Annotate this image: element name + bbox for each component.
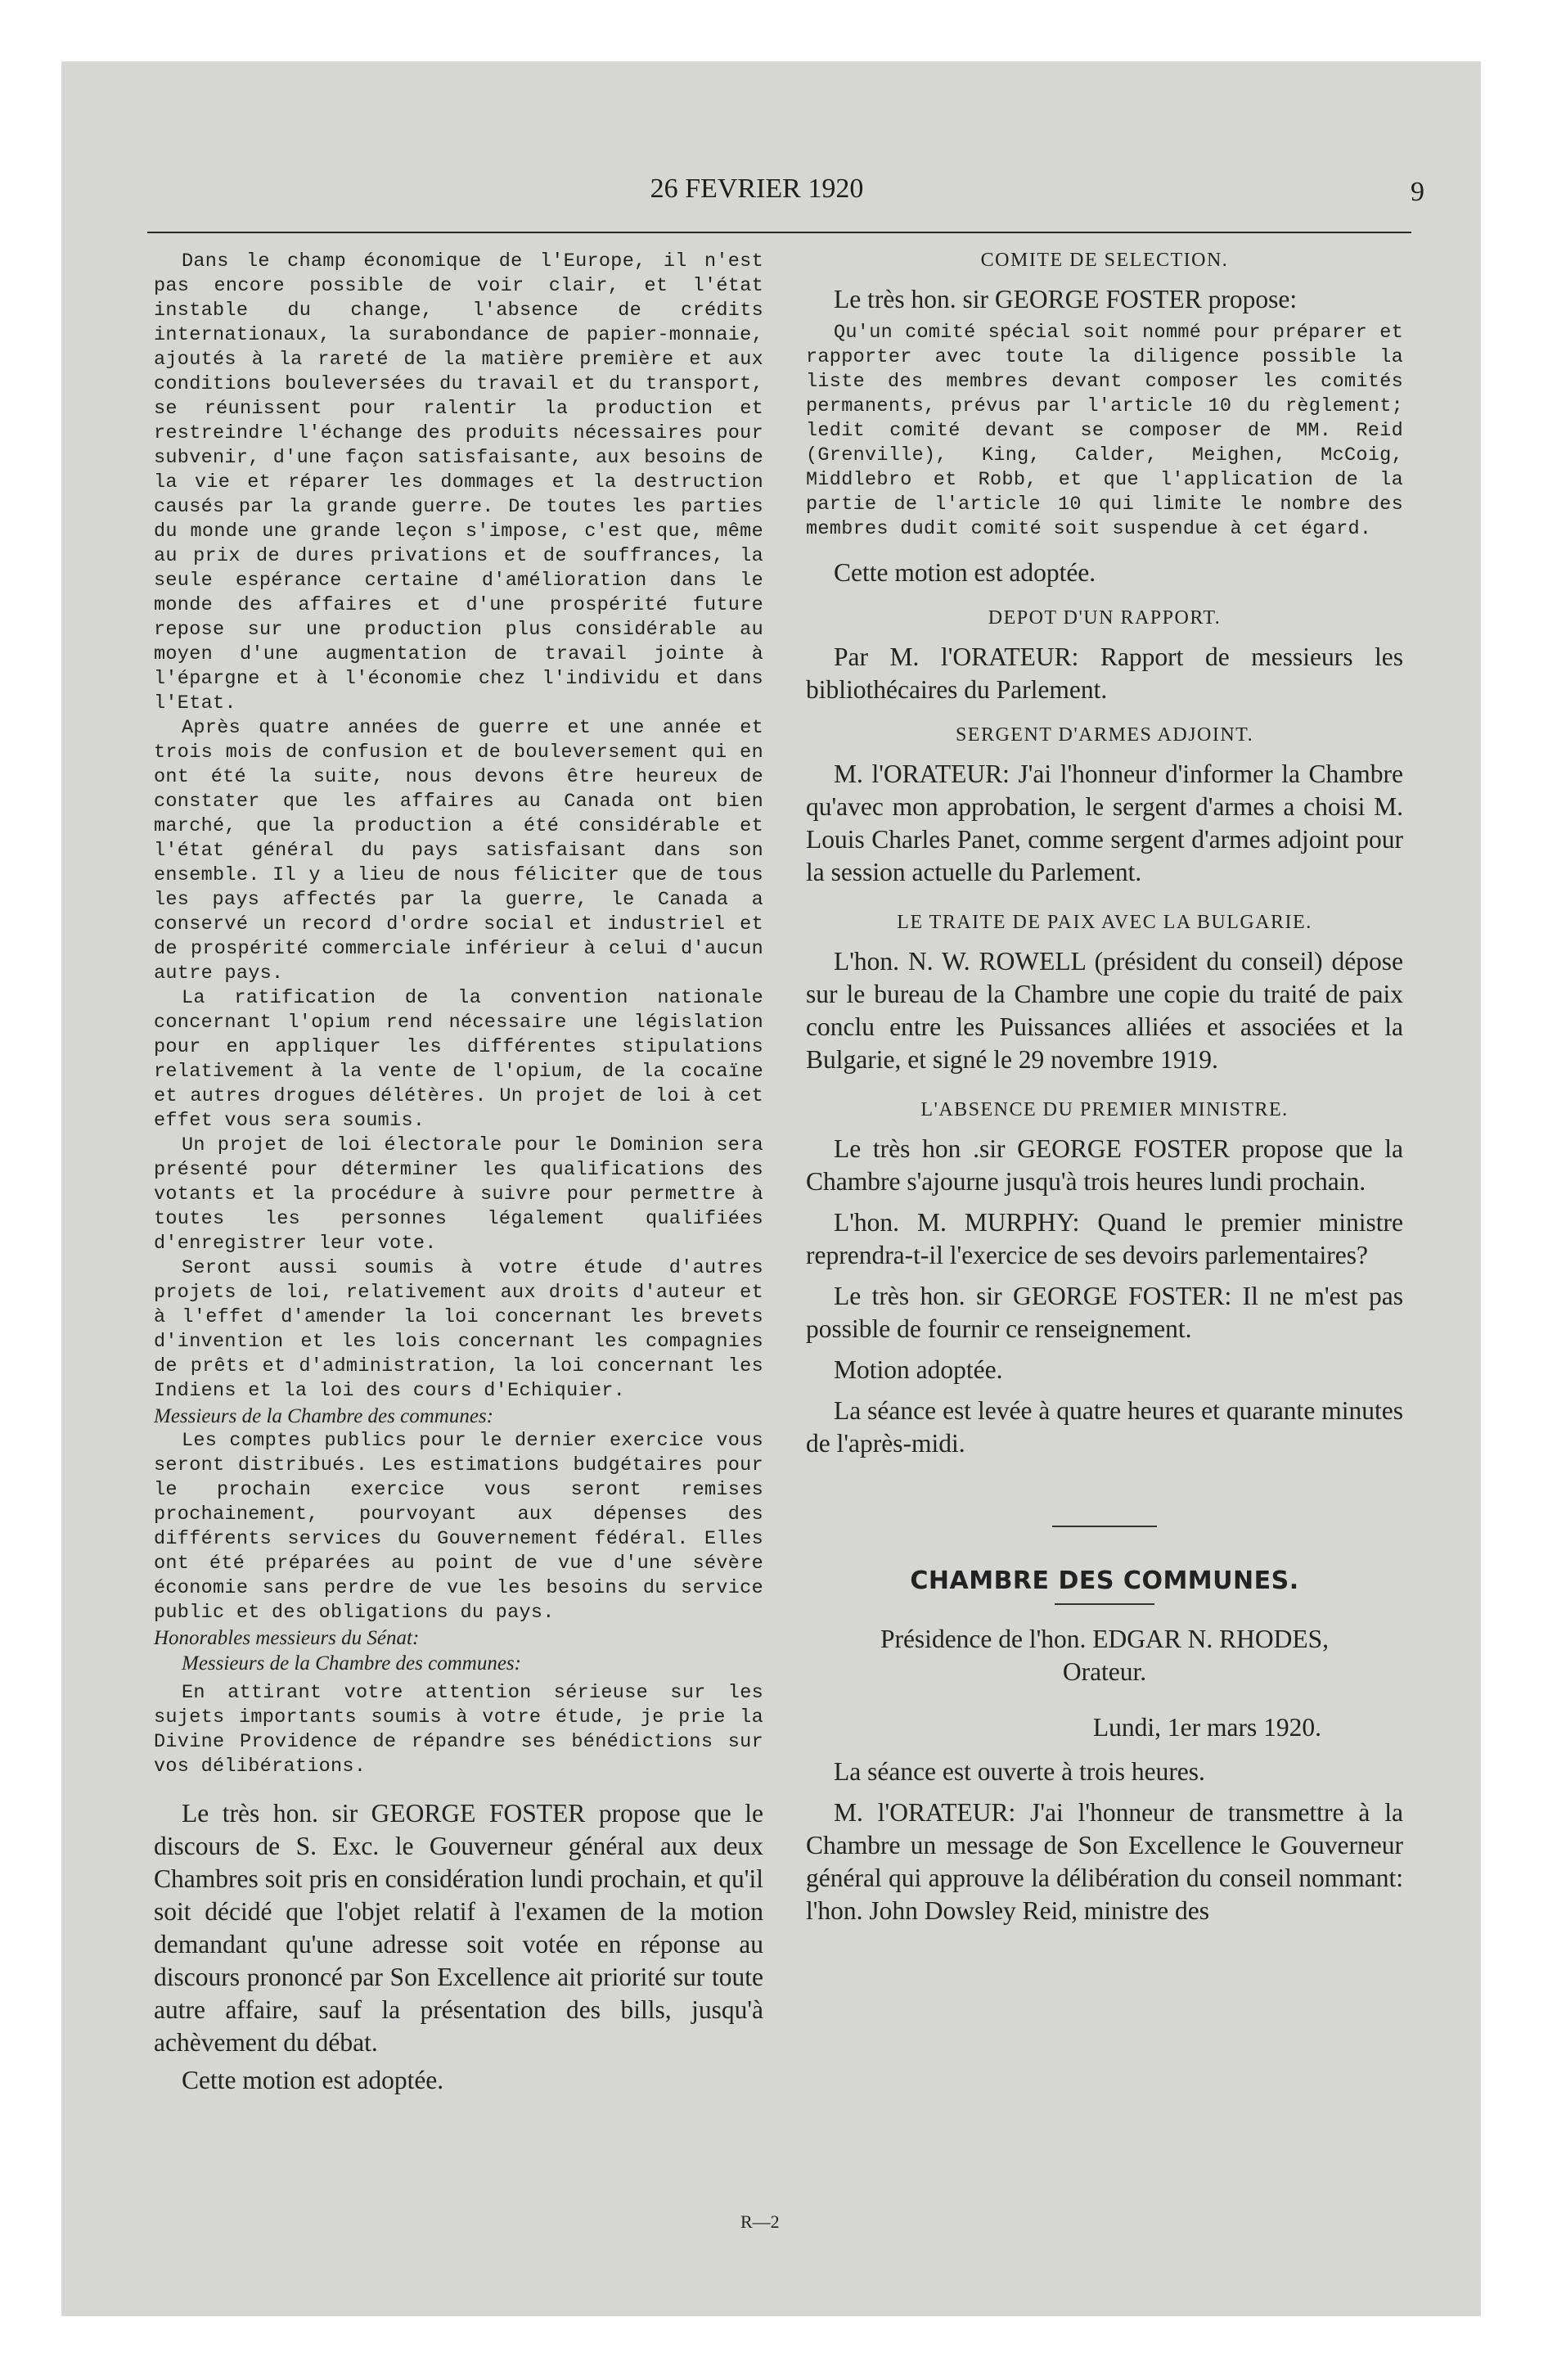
section-title-rule xyxy=(1055,1603,1154,1605)
paragraph-foster-proposes: Le très hon. sir GEORGE FOSTER propose: xyxy=(834,285,1298,313)
paragraph-sergeant: M. l'ORATEUR: J'ai l'honneur d'informer la Chambre qu'avec mon approbation, le sergent d'armes a choisi M. Louis Charles Panet, comme sergent d'armes adjoint pour la session actuelle du Parlement. xyxy=(806,760,1403,886)
header-date: 26 FEVRIER 1920 xyxy=(650,174,864,204)
paragraph-motion-adopted: Cette motion est adoptée. xyxy=(182,2066,444,2094)
salutation-commons-2: Messieurs de la Chambre des communes: xyxy=(182,1652,521,1675)
orateur-line: Orateur. xyxy=(1062,1657,1147,1686)
paragraph-providence: En attirant votre attention sérieuse sur les sujets importants soumis à votre étude, je prie la Divine Providence de répandre ses bénédictions sur vos délibérations. xyxy=(154,1682,763,1778)
heading-report: DEPOT D'UN RAPPORT. xyxy=(988,607,1222,629)
paragraph-sitting-adjourned: La séance est levée à quatre heures et quarante minutes de l'après-midi. xyxy=(806,1396,1403,1458)
left-column xyxy=(154,250,763,2097)
page-header xyxy=(86,174,1428,206)
page-number: 9 xyxy=(1411,177,1424,207)
heading-selection-committee: COMITE DE SELECTION. xyxy=(980,250,1229,271)
header-rule xyxy=(147,232,1411,233)
paragraph-electoral-law: Un projet de loi électorale pour le Dominion sera présenté pour déterminer les qualifications des votants et la procédure à suivre pour permettre à toutes les personnes légalement qualifiées d'enregistrer leur vote. xyxy=(154,1134,763,1255)
salutation-commons: Messieurs de la Chambre des communes: xyxy=(154,1405,493,1427)
paragraph-murphy: L'hon. M. MURPHY: Quand le premier ministre reprendra-t-il l'exercice de ses devoirs parlementaires? xyxy=(806,1208,1403,1269)
paragraph-rowell: L'hon. N. W. ROWELL (président du conseil) dépose sur le bureau de la Chambre une copie du traité de paix conclu entre les Puissances alliées et associées et la Bulgarie, et signé le 29 novembre 1919. xyxy=(806,947,1403,1074)
heading-pm-absence: L'ABSENCE DU PREMIER MINISTRE. xyxy=(920,1099,1289,1120)
paragraph-canada-prosperity: Après quatre années de guerre et une année et trois mois de confusion et de bouleversement qui en ont été la suite, nous devons être heureux de constater que les affaires au Canada ont bien marché, que la production a été considérable et l'état général du pays satisfaisant dans son ensemble. Il y a lieu de nous féliciter que de tous les pays affectés par la guerre, le Canada a conservé un record d'ordre social et industriel et de prospérité commerciale inférieur à celui d'aucun autre pays. xyxy=(154,717,763,985)
salutation-senate: Honorables messieurs du Sénat: xyxy=(154,1627,420,1649)
paragraph-sitting-opened: La séance est ouverte à trois heures. xyxy=(834,1757,1205,1786)
paragraph-public-accounts: Les comptes publics pour le dernier exercice vous seront distribués. Les estimations budgétaires pour le prochain exercice vous seront remises prochainement, pourvoyant aux dépenses des différents services du Gouvernement fédéral. Elles ont été préparées au point de vue d'une sévère économie sans perdre de vue les besoins du service public et des obligations du pays. xyxy=(154,1430,763,1624)
right-column xyxy=(806,250,1403,1927)
paragraph-motion-adopted-3: Motion adoptée. xyxy=(834,1355,1003,1384)
heading-bulgaria-treaty: LE TRAITE DE PAIX AVEC LA BULGARIE. xyxy=(897,912,1312,933)
paragraph-foster-motion: Le très hon. sir GEORGE FOSTER propose que le discours de S. Exc. le Gouverneur général aux deux Chambres soit pris en considération lundi prochain, et qu'il soit décidé que l'objet relatif à l'examen de la motion demandant qu'une adresse soit votée en réponse au discours prononcé par Son Excellence ait priorité sur toute autre affaire, sauf la présentation des bills, jusqu'à achèvement du débat. xyxy=(154,1799,763,2057)
presidence-line: Présidence de l'hon. EDGAR N. RHODES, xyxy=(880,1625,1330,1653)
heading-sergeant: SERGENT D'ARMES ADJOINT. xyxy=(955,724,1254,746)
paragraph-committee-motion: Qu'un comité spécial soit nommé pour préparer et rapporter avec toute la diligence possible la liste des membres devant composer les comités permanents, prévus par l'article 10 du règlement; ledit comité devant se composer de MM. Reid (Grenville), King, Calder, Meighen, McCoig, Middlebro et Robb, et que l'application de la partie de l'article 10 qui limite le nombre des membres dudit comité soit suspendue à cet égard. xyxy=(806,322,1403,540)
paragraph-motion-adopted-2: Cette motion est adoptée. xyxy=(834,558,1096,587)
paragraph-other-bills: Seront aussi soumis à votre étude d'autres projets de loi, relativement aux droits d'auteur et à l'effet d'amender la loi concernant les brevets d'invention et les lois concernant les compagnies de prêts et d'administration, la loi concernant les Indiens et la loi des cours d'Echiquier. xyxy=(154,1257,763,1402)
signature-mark: R—2 xyxy=(740,2211,780,2232)
paragraph-foster-reply: Le très hon. sir GEORGE FOSTER: Il ne m'est pas possible de fournir ce renseignement. xyxy=(806,1282,1403,1343)
paragraph-economy: Dans le champ économique de l'Europe, il n'est pas encore possible de voir clair, et l'état instable du change, l'absence de crédits internationaux, la surabondance de papier-monnaie, ajoutés à la rareté de la matière première et aux conditions bouleversées du travail et du transport, se réunissent pour ralentir la production et restreindre l'échange des produits nécessaires pour subvenir, d'une façon satisfaisante, aux besoins de la vie et réparer les dommages et la destruction causés par la grande guerre. De toutes les parties du monde une grande leçon s'impose, c'est que, même au prix de dures privations et de souffrances, la seule espérance certaine d'amélioration dans le monde des affaires et d'une prospérité future repose sur une production plus considérable au moyen d'une augmentation de travail jointe à l'épargne et à l'économie chez l'individu et dans l'Etat. xyxy=(154,250,763,714)
paragraph-report: Par M. l'ORATEUR: Rapport de messieurs les bibliothécaires du Parlement. xyxy=(806,642,1403,704)
sitting-date: Lundi, 1er mars 1920. xyxy=(1092,1713,1321,1742)
paragraph-message: M. l'ORATEUR: J'ai l'honneur de transmettre à la Chambre un message de Son Excellence le Gouverneur général qui approuve la délibération du conseil nommant: l'hon. John Dowsley Reid, ministre des xyxy=(806,1798,1403,1925)
paragraph-opium: La ratification de la convention nationale concernant l'opium rend nécessaire une législation pour en appliquer les différentes stipulations relativement à la vente de l'opium, de la cocaïne et autres drogues délétères. Un projet de loi à cet effet vous sera soumis. xyxy=(154,987,763,1132)
paragraph-adjourn: Le très hon .sir GEORGE FOSTER propose que la Chambre s'ajourne jusqu'à trois heures lundi prochain. xyxy=(806,1134,1403,1196)
section-divider xyxy=(1052,1526,1157,1527)
section-title: CHAMBRE DES COMMUNES. xyxy=(910,1566,1299,1595)
